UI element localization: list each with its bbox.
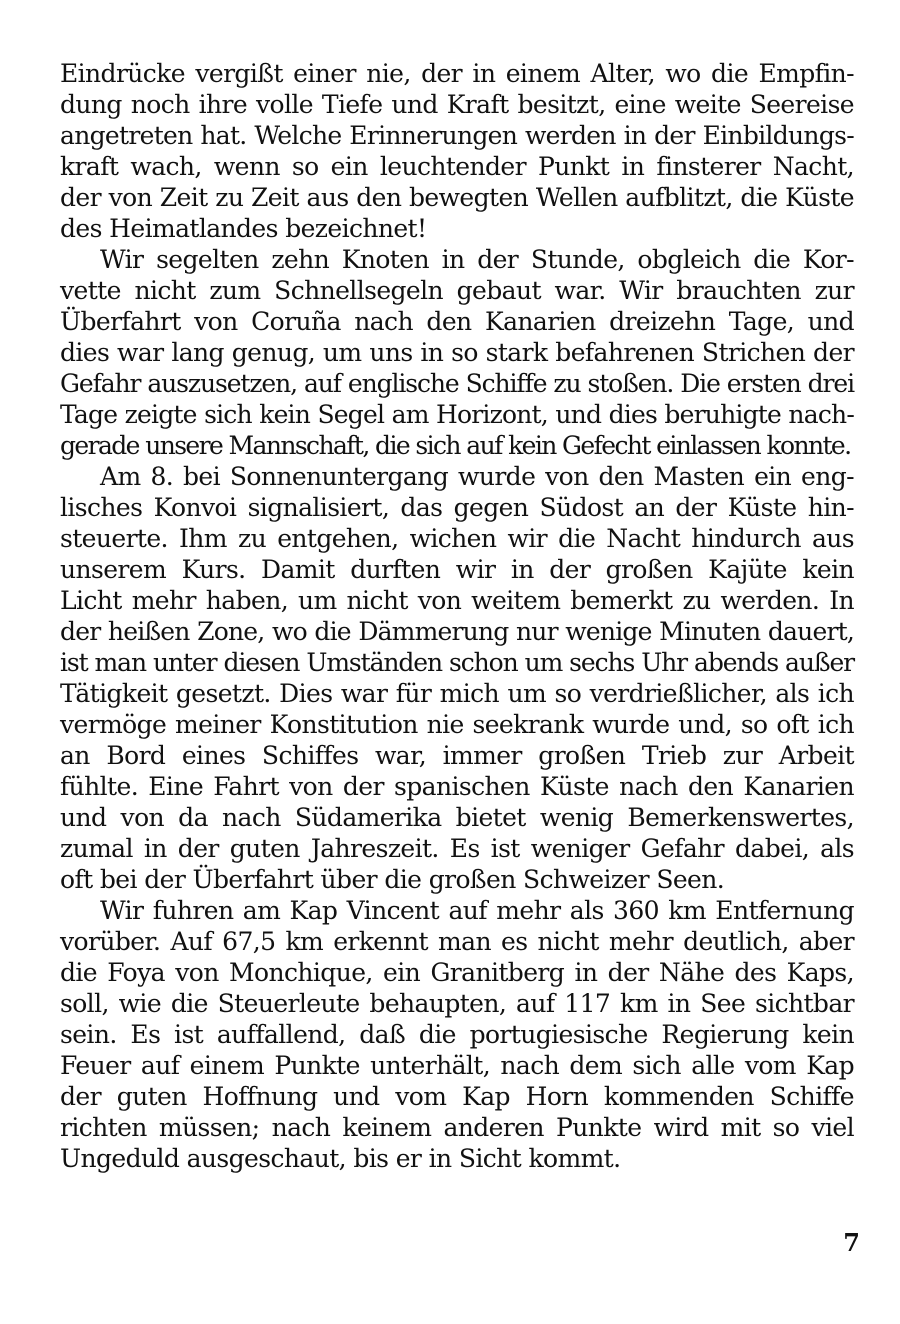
text-line: dung noch ihre volle Tiefe und Kraft besitzt, eine weite Seereise xyxy=(60,90,854,119)
text-line: der guten Hoffnung und vom Kap Horn kommenden Schiffe xyxy=(60,1082,854,1111)
text-line: der von Zeit zu Zeit aus den bewegten Wellen aufblitzt, die Küste xyxy=(60,183,854,212)
text-line: Licht mehr haben, um nicht von weitem bemerkt zu werden. In xyxy=(60,586,854,615)
text-line: des Heimatlandes bezeichnet! xyxy=(60,214,427,243)
text-line: Wir fuhren am Kap Vincent auf mehr als 360 km Entfernung xyxy=(100,896,854,925)
text-line: Eindrücke vergißt einer nie, der in einem Alter, wo die Empfin- xyxy=(60,59,854,88)
text-line: gerade unsere Mannschaft, die sich auf kein Gefecht einlassen konnte. xyxy=(60,431,851,460)
text-line: richten müssen; nach keinem anderen Punkte wird mit so viel xyxy=(60,1113,854,1142)
text-line: Wir segelten zehn Knoten in der Stunde, obgleich die Kor- xyxy=(100,245,854,274)
text-line: an Bord eines Schiffes war, immer großen Trieb zur Arbeit xyxy=(60,741,854,770)
text-line: kraft wach, wenn so ein leuchtender Punkt in finsterer Nacht, xyxy=(60,152,854,181)
text-line: vorüber. Auf 67,5 km erkennt man es nicht mehr deutlich, aber xyxy=(60,927,854,956)
text-line: soll, wie die Steuerleute behaupten, auf 117 km in See sichtbar xyxy=(60,989,854,1018)
text-line: Am 8. bei Sonnenuntergang wurde von den Masten ein eng- xyxy=(100,462,854,491)
text-line: Gefahr auszusetzen, auf englische Schiffe zu stoßen. Die ersten drei xyxy=(60,369,854,398)
text-line: Tage zeigte sich kein Segel am Horizont, und dies beruhigte nach- xyxy=(60,400,854,429)
page-body xyxy=(60,58,854,1174)
paragraph xyxy=(60,461,854,895)
text-line: dies war lang genug, um uns in so stark befahrenen Strichen der xyxy=(60,338,854,367)
paragraph xyxy=(60,895,854,1174)
paragraph xyxy=(60,58,854,244)
text-line: vermöge meiner Konstitution nie seekrank wurde und, so oft ich xyxy=(60,710,854,739)
text-line: sein. Es ist auffallend, daß die portugiesische Regierung kein xyxy=(60,1020,854,1049)
page-number: 7 xyxy=(843,1228,860,1257)
text-line: Feuer auf einem Punkte unterhält, nach dem sich alle vom Kap xyxy=(60,1051,854,1080)
text-line: ist man unter diesen Umständen schon um sechs Uhr abends außer xyxy=(60,648,854,677)
text-line: steuerte. Ihm zu entgehen, wichen wir die Nacht hindurch aus xyxy=(60,524,854,553)
text-line: angetreten hat. Welche Erinnerungen werden in der Einbildungs- xyxy=(60,121,854,150)
text-line: oft bei der Überfahrt über die großen Schweizer Seen. xyxy=(60,865,725,894)
text-line: Tätigkeit gesetzt. Dies war für mich um so verdrießlicher, als ich xyxy=(60,679,854,708)
text-line: vette nicht zum Schnellsegeln gebaut war. Wir brauchten zur xyxy=(60,276,854,305)
text-line: Ungeduld ausgeschaut, bis er in Sicht kommt. xyxy=(60,1144,621,1173)
text-line: lisches Konvoi signalisiert, das gegen Südost an der Küste hin- xyxy=(60,493,854,522)
text-line: zumal in der guten Jahreszeit. Es ist weniger Gefahr dabei, als xyxy=(60,834,854,863)
text-line: unserem Kurs. Damit durften wir in der großen Kajüte kein xyxy=(60,555,854,584)
text-line: die Foya von Monchique, ein Granitberg in der Nähe des Kaps, xyxy=(60,958,854,987)
text-line: der heißen Zone, wo die Dämmerung nur wenige Minuten dauert, xyxy=(60,617,854,646)
text-line: fühlte. Eine Fahrt von der spanischen Küste nach den Kanarien xyxy=(60,772,854,801)
paragraph xyxy=(60,244,854,461)
text-line: und von da nach Südamerika bietet wenig Bemerkenswertes, xyxy=(60,803,854,832)
text-line: Überfahrt von Coruña nach den Kanarien dreizehn Tage, und xyxy=(60,307,854,336)
